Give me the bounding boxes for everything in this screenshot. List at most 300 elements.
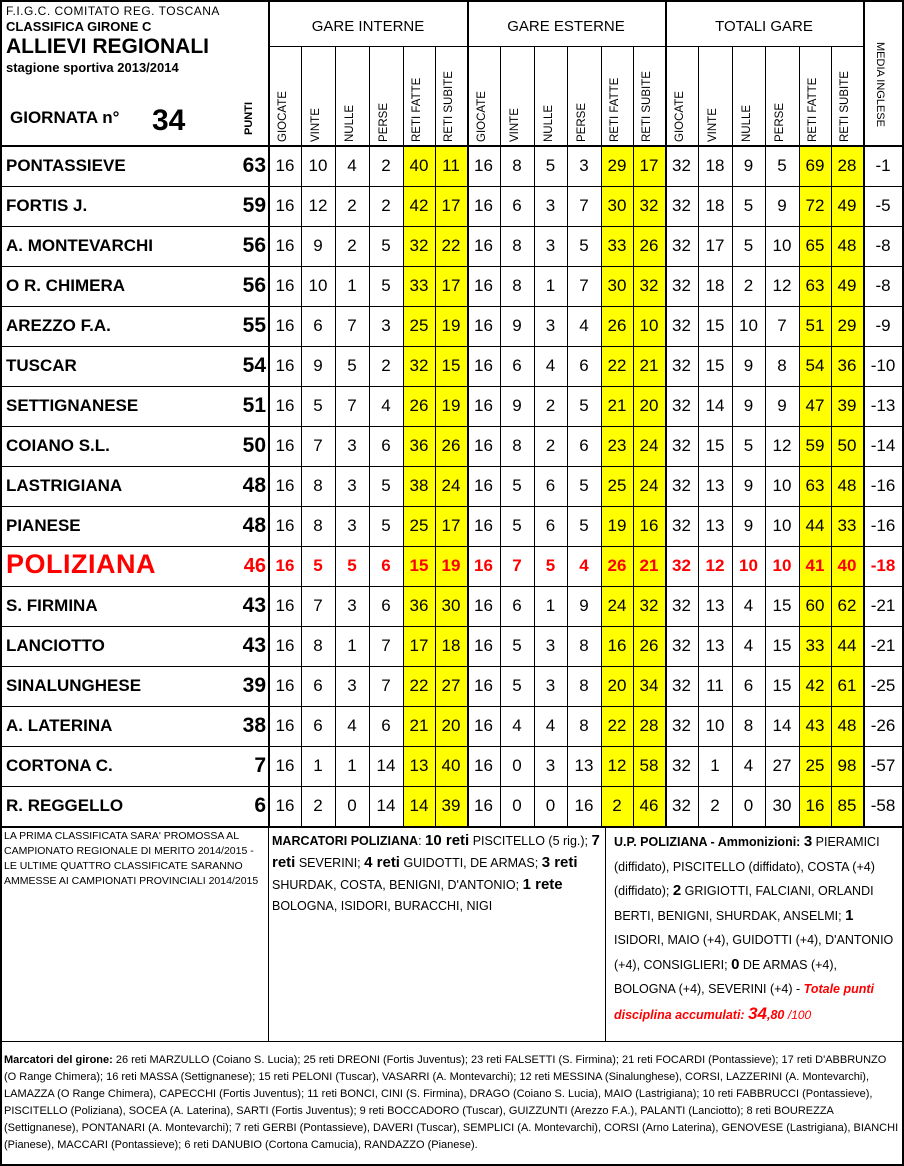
stat-cell: 32 — [672, 516, 691, 535]
stat-cell: 16 — [805, 796, 825, 815]
row-divider — [0, 386, 904, 387]
stat-cell: 3 — [545, 316, 556, 335]
stat-cell: 16 — [275, 796, 295, 815]
stat-cell: 16 — [474, 236, 493, 255]
subheader-esterne-4: RETI FATTE — [609, 77, 621, 142]
stat-cell: 6 — [313, 716, 323, 735]
team-points: 56 — [242, 274, 266, 297]
stat-cell: 16 — [275, 196, 295, 215]
discipline-total-label: Totale punti disciplina accumulati: — [614, 982, 875, 1022]
stat-cell: 16 — [639, 516, 659, 535]
stat-cell: 8 — [313, 476, 323, 495]
stat-cell: 8 — [579, 636, 589, 655]
table-row — [0, 787, 904, 827]
stat-cell: 24 — [639, 436, 659, 455]
stat-cell: 3 — [347, 676, 357, 695]
team-points: 48 — [242, 514, 266, 537]
stat-cell: 69 — [805, 156, 825, 175]
stat-cell: 6 — [381, 716, 391, 735]
subheader-esterne-2: NULLE — [542, 104, 555, 142]
stat-cell: 28 — [639, 716, 659, 735]
stat-cell: 5 — [347, 556, 357, 575]
stat-cell: 2 — [347, 196, 357, 215]
team-points: 6 — [254, 794, 266, 817]
stat-cell: 5 — [579, 476, 589, 495]
stat-cell: 5 — [512, 676, 522, 695]
stat-cell: 32 — [672, 676, 691, 695]
media-inglese-header: MEDIA INGLESE — [874, 42, 886, 127]
stat-cell: 16 — [275, 436, 295, 455]
stat-cell: 61 — [837, 676, 857, 695]
team-name: A. MONTEVARCHI — [6, 236, 154, 255]
team-points: 51 — [242, 394, 266, 417]
table-row — [0, 747, 904, 787]
stat-cell: 17 — [441, 516, 461, 535]
media-inglese-cell: -9 — [875, 316, 891, 335]
stat-cell: 6 — [313, 676, 323, 695]
stat-cell: 5 — [743, 236, 754, 255]
media-inglese-cell: -21 — [870, 636, 896, 655]
stat-cell: 26 — [639, 236, 659, 255]
stat-cell: 65 — [805, 236, 825, 255]
row-divider — [0, 706, 904, 707]
group-title-esterne: GARE ESTERNE — [507, 18, 625, 35]
warning-count: 1 — [845, 906, 854, 924]
stat-cell: 15 — [441, 356, 461, 375]
stat-cell: 6 — [313, 316, 323, 335]
scorer-names: SHURDAK, COSTA, BENIGNI, D'ANTONIO; — [272, 878, 520, 892]
media-inglese-cell: -10 — [870, 356, 896, 375]
stat-cell: 2 — [710, 796, 720, 815]
team-points: 39 — [242, 674, 266, 697]
media-inglese-cell: -57 — [870, 756, 896, 775]
stat-cell: 7 — [777, 316, 787, 335]
stat-cell: 20 — [607, 676, 627, 695]
stat-cell: 5 — [313, 556, 323, 575]
team-points: 46 — [243, 555, 266, 577]
stat-cell: 2 — [313, 796, 323, 815]
stat-cell: 29 — [837, 316, 857, 335]
stat-cell: 22 — [607, 356, 627, 375]
stat-cell: 72 — [805, 196, 825, 215]
stat-cell: 32 — [672, 196, 691, 215]
stat-cell: 4 — [347, 716, 357, 735]
table-row — [0, 427, 904, 467]
stat-cell: 3 — [545, 676, 556, 695]
stat-cell: 5 — [512, 516, 522, 535]
stat-cell: 33 — [607, 236, 627, 255]
stat-cell: 16 — [275, 556, 295, 575]
stat-cell: 6 — [545, 516, 556, 535]
stat-cell: 4 — [743, 636, 754, 655]
stat-cell: 4 — [579, 316, 589, 335]
stat-cell: 2 — [347, 236, 357, 255]
stat-cell: 51 — [805, 316, 825, 335]
stat-cell: 0 — [545, 796, 556, 815]
stat-cell: 6 — [381, 436, 391, 455]
up-title: U.P. POLIZIANA - Ammonizioni: — [614, 835, 801, 849]
media-inglese-cell: -1 — [875, 156, 891, 175]
stat-cell: 49 — [837, 196, 857, 215]
competition-info — [6, 4, 236, 75]
stat-cell: 63 — [805, 476, 825, 495]
stat-cell: 1 — [347, 276, 357, 295]
stat-cell: 32 — [672, 716, 691, 735]
discipline-total-decimal: ,80 — [767, 1007, 785, 1022]
stat-cell: 15 — [772, 596, 792, 615]
stat-cell: 9 — [743, 476, 754, 495]
stat-cell: 6 — [545, 476, 556, 495]
stat-cell: 14 — [376, 796, 396, 815]
stat-cell: 13 — [705, 596, 725, 615]
stat-cell: 1 — [545, 276, 556, 295]
stat-cell: 16 — [474, 316, 493, 335]
team-points: 56 — [242, 234, 266, 257]
stat-cell: 11 — [442, 156, 460, 175]
stat-cell: 9 — [512, 316, 522, 335]
stat-cell: 7 — [347, 396, 357, 415]
stat-cell: 26 — [409, 396, 429, 415]
marcatori-title: MARCATORI POLIZIANA — [272, 834, 419, 848]
stat-cell: 33 — [837, 516, 857, 535]
row-divider — [0, 746, 904, 747]
stat-cell: 3 — [381, 316, 391, 335]
stat-cell: 14 — [705, 396, 725, 415]
giornata-number: 34 — [152, 104, 186, 137]
note-line: LA PRIMA CLASSIFICATA SARA' PROMOSSA AL — [4, 830, 240, 842]
table-row — [0, 627, 904, 667]
stat-cell: 7 — [313, 436, 323, 455]
team-name: S. FIRMINA — [6, 596, 98, 615]
stat-cell: 12 — [705, 556, 725, 575]
team-points: 59 — [242, 194, 266, 217]
stat-cell: 11 — [706, 676, 724, 695]
subheader-totali-3: PERSE — [774, 103, 786, 142]
stat-cell: 32 — [672, 756, 691, 775]
stat-cell: 25 — [805, 756, 825, 775]
team-points: 54 — [242, 354, 266, 377]
stat-cell: 4 — [579, 556, 589, 575]
stat-cell: 32 — [672, 156, 691, 175]
table-row — [0, 227, 904, 267]
stat-cell: 42 — [805, 676, 825, 695]
scorer-count: 1 rete — [522, 876, 563, 893]
group-title-interne: GARE INTERNE — [311, 18, 425, 35]
stat-cell: 1 — [313, 756, 323, 775]
stat-cell: 10 — [772, 556, 792, 575]
stat-cell: 16 — [474, 436, 493, 455]
stat-cell: 21 — [607, 396, 627, 415]
team-name: O R. CHIMERA — [6, 276, 125, 295]
stat-cell: 5 — [743, 196, 754, 215]
stat-cell: 10 — [772, 476, 792, 495]
stat-cell: 3 — [545, 636, 556, 655]
stat-cell: 54 — [805, 356, 825, 375]
table-row — [0, 587, 904, 627]
stat-cell: 60 — [805, 596, 825, 615]
stat-cell: 33 — [805, 636, 825, 655]
stat-cell: 16 — [474, 556, 493, 575]
stat-cell: 26 — [607, 316, 627, 335]
subheader-esterne-3: PERSE — [576, 103, 588, 142]
stat-cell: 22 — [441, 236, 461, 255]
warning-names: DE ARMAS (+4), BOLOGNA (+4), SEVERINI (+4) - — [614, 957, 838, 996]
stat-cell: 18 — [705, 276, 725, 295]
stat-cell: 26 — [639, 636, 659, 655]
stat-cell: 8 — [579, 676, 589, 695]
stat-cell: 4 — [743, 596, 754, 615]
stat-cell: 2 — [743, 276, 754, 295]
stat-cell: 16 — [275, 756, 295, 775]
stat-cell: 32 — [639, 276, 659, 295]
stat-cell: 40 — [441, 756, 461, 775]
stat-cell: 6 — [381, 556, 391, 575]
stat-cell: 16 — [574, 796, 594, 815]
notes-col-line — [605, 827, 606, 1042]
stat-cell: 5 — [381, 276, 391, 295]
stat-cell: 28 — [837, 156, 857, 175]
stat-cell: 42 — [409, 196, 429, 215]
row-divider — [0, 266, 904, 267]
row-divider — [0, 506, 904, 507]
stat-cell: 44 — [805, 516, 825, 535]
stat-cell: 2 — [545, 396, 556, 415]
stat-cell: 58 — [639, 756, 659, 775]
stat-cell: 5 — [381, 476, 391, 495]
team-name: R. REGGELLO — [6, 796, 124, 815]
team-name: A. LATERINA — [6, 716, 113, 735]
stat-cell: 17 — [639, 156, 659, 175]
stat-cell: 48 — [837, 236, 857, 255]
subheader-totali-2: NULLE — [740, 104, 753, 142]
stat-cell: 16 — [474, 476, 493, 495]
stat-cell: 32 — [639, 196, 659, 215]
row-divider — [0, 626, 904, 627]
warning-count: 2 — [672, 882, 682, 899]
stat-cell: 32 — [672, 396, 691, 415]
stat-cell: 6 — [579, 436, 589, 455]
media-inglese-cell: -16 — [870, 476, 896, 495]
row-divider — [0, 586, 904, 587]
stat-cell: 85 — [837, 796, 857, 815]
stat-cell: 7 — [347, 316, 357, 335]
stat-cell: 2 — [612, 796, 622, 815]
stat-cell: 8 — [512, 276, 522, 295]
stat-cell: 30 — [607, 196, 627, 215]
stat-cell: 5 — [512, 636, 522, 655]
scorer-count: 3 reti — [541, 854, 578, 871]
stat-cell: 18 — [705, 156, 725, 175]
subheader-interne-4: RETI FATTE — [411, 77, 423, 142]
stat-cell: 16 — [474, 516, 493, 535]
warning-count: 0 — [731, 955, 740, 973]
subheader-esterne-0: GIOCATE — [475, 91, 488, 142]
stat-cell: 41 — [805, 556, 825, 575]
stat-cell: 8 — [512, 156, 522, 175]
stat-cell: 43 — [805, 716, 825, 735]
scorer-names: PISCITELLO (5 rig.); — [469, 834, 588, 848]
stat-cell: 16 — [275, 356, 295, 375]
team-points: 43 — [242, 634, 266, 657]
media-inglese-cell: -14 — [870, 436, 896, 455]
stat-cell: 10 — [308, 156, 328, 175]
row-divider — [0, 666, 904, 667]
team-name: LASTRIGIANA — [6, 476, 123, 495]
stat-cell: 30 — [772, 796, 792, 815]
stat-cell: 16 — [275, 596, 295, 615]
subheader-interne-5: RETI SUBITE — [443, 71, 455, 142]
media-inglese-cell: -8 — [875, 236, 891, 255]
stat-cell: 32 — [672, 316, 691, 335]
stat-cell: 4 — [347, 156, 357, 175]
scorer-count: 10 reti — [425, 832, 470, 849]
stat-cell: 8 — [777, 356, 787, 375]
stat-cell: 9 — [512, 396, 522, 415]
marcatori-girone — [4, 1052, 900, 1154]
stat-cell: 7 — [512, 556, 522, 575]
stat-cell: 5 — [545, 556, 556, 575]
media-inglese-cell: -21 — [870, 596, 896, 615]
stat-cell: 47 — [805, 396, 825, 415]
stat-cell: 9 — [743, 156, 754, 175]
stat-cell: 2 — [381, 356, 391, 375]
stat-cell: 8 — [579, 716, 589, 735]
stat-cell: 16 — [474, 596, 493, 615]
subheader-esterne-5: RETI SUBITE — [641, 71, 653, 142]
punti-header: PUNTI — [243, 102, 255, 135]
stat-cell: 16 — [474, 716, 493, 735]
stat-cell: 6 — [743, 676, 754, 695]
stat-cell: 16 — [474, 756, 493, 775]
stat-cell: 10 — [739, 556, 758, 575]
stat-cell: 5 — [347, 356, 357, 375]
stat-cell: 8 — [313, 636, 323, 655]
stat-cell: 2 — [381, 196, 391, 215]
stat-cell: 24 — [441, 476, 461, 495]
stat-cell: 22 — [607, 716, 627, 735]
stat-cell: 32 — [672, 436, 691, 455]
girone-label: Marcatori del girone: — [4, 1054, 113, 1066]
table-row — [0, 347, 904, 387]
team-name: CORTONA C. — [6, 756, 113, 775]
team-points: 43 — [242, 594, 266, 617]
team-name: SINALUNGHESE — [6, 676, 142, 695]
stat-cell: 5 — [579, 396, 589, 415]
stat-cell: 36 — [837, 356, 857, 375]
stat-cell: 1 — [710, 756, 720, 775]
stat-cell: 7 — [313, 596, 323, 615]
stat-cell: 16 — [474, 396, 493, 415]
group-label: CLASSIFICA GIRONE C — [6, 19, 152, 34]
media-inglese-cell: -16 — [870, 516, 896, 535]
stat-cell: 5 — [579, 236, 589, 255]
stat-cell: 4 — [743, 756, 754, 775]
stat-cell: 36 — [409, 596, 429, 615]
group-title-divider — [269, 46, 863, 47]
stat-cell: 32 — [409, 236, 429, 255]
stat-cell: 17 — [441, 276, 461, 295]
stat-cell: 3 — [347, 596, 357, 615]
stat-cell: 46 — [639, 796, 659, 815]
stat-cell: 16 — [275, 396, 295, 415]
team-points: 55 — [242, 314, 266, 337]
team-name: PONTASSIEVE — [6, 156, 126, 175]
notes-col-line — [268, 827, 269, 1042]
stat-cell: 12 — [308, 196, 328, 215]
warning-names: PIERAMICI (diffidato), PISCITELLO (diffidato), COSTA (+4) (diffidato); — [614, 835, 880, 898]
stat-cell: 10 — [739, 316, 758, 335]
stat-cell: 3 — [545, 236, 556, 255]
stat-cell: 25 — [409, 516, 429, 535]
team-name: SETTIGNANESE — [6, 396, 139, 415]
stat-cell: 34 — [639, 676, 659, 695]
stat-cell: 5 — [777, 156, 787, 175]
stat-cell: 16 — [474, 196, 493, 215]
stat-cell: 5 — [743, 436, 754, 455]
federation-label: F.I.G.C. COMITATO REG. TOSCANA — [6, 4, 220, 18]
stat-cell: 32 — [672, 276, 691, 295]
subheader-totali-1: VINTE — [707, 108, 719, 142]
subheader-interne-0: GIOCATE — [277, 91, 289, 142]
stat-cell: 13 — [705, 476, 725, 495]
top-border — [0, 0, 904, 2]
stat-cell: 9 — [777, 396, 787, 415]
promotion-note — [4, 829, 266, 889]
stat-cell: 16 — [275, 636, 295, 655]
stat-cell: 16 — [275, 716, 295, 735]
stat-cell: 4 — [545, 716, 556, 735]
stat-cell: 36 — [409, 436, 429, 455]
subheader-esterne-1: VINTE — [509, 108, 521, 142]
note-line: LE ULTIME QUATTRO CLASSIFICATE SARANNO — [4, 860, 243, 872]
note-line: CAMPIONATO REGIONALE DI MERITO 2014/2015 - — [4, 845, 254, 857]
stat-cell: 3 — [347, 476, 357, 495]
stat-cell: 18 — [705, 196, 725, 215]
stat-cell: 3 — [347, 436, 357, 455]
group-title-totali: TOTALI GARE — [715, 18, 813, 35]
stat-cell: 98 — [837, 756, 857, 775]
stat-cell: 0 — [743, 796, 754, 815]
girone-text: 26 reti MARZULLO (Coiano S. Lucia); 25 reti DREONI (Fortis Juventus); 23 reti FALSETTI (S. Firmina); 21 reti FOCARDI (Pontassieve); 17 reti D'ABBRUNZO (O Range Chimera); 16 reti MASSA (Settignanese); 15 reti PELONI (Tuscar), VASARRI (A. Montevarchi); 12 reti MESSINA (Sinalunghese), CORSI, LAZZERINI (A. Montevarchi), LAMAZZA (O Range Chimera), CAPECCHI (Fortis Juventus); 11 reti BONCI, CINI (S. Firmina), DRAGO (Coiano S. Lucia), MAIO (Lastrigiana); 10 reti FABBRUCCI (Pontassieve), PISCITELLO (Poliziana), SOCEA (A. Laterina), SARTI (Fortis Juventus); 9 reti BOCCADORO (Tuscar), GUIZZUNTI (Arezzo F.A.), PALANTI (Lanciotto); 8 reti BOUREZZA (Settignanese), PONTANARI (A. Montevarchi); 7 reti GERBI (Pontassieve), DAVERI (Tuscar), SEMPLICI (A. Montevarchi), CORSI (Arno Laterina), GENOVESE (Lastrigiana), BIANCHI (Pianese), MACCARI (Pontassieve); 6 reti DANUBIO (Cortona Camucia), RANDAZZO (Pianese). — [4, 1054, 899, 1151]
stat-cell: 3 — [545, 196, 556, 215]
stat-cell: 17 — [705, 236, 725, 255]
stat-cell: 6 — [512, 596, 522, 615]
stat-cell: 32 — [672, 596, 691, 615]
stat-cell: 1 — [347, 636, 357, 655]
stat-cell: 63 — [805, 276, 825, 295]
stat-cell: 14 — [376, 756, 396, 775]
warning-count: 3 — [803, 833, 813, 850]
stat-cell: 27 — [441, 676, 461, 695]
stat-cell: 48 — [837, 716, 857, 735]
stat-cell: 3 — [545, 756, 556, 775]
stat-cell: 15 — [705, 356, 725, 375]
stat-cell: 14 — [772, 716, 792, 735]
stat-cell: 16 — [474, 636, 493, 655]
media-inglese-cell: -58 — [870, 796, 896, 815]
media-inglese-cell: -5 — [875, 196, 891, 215]
stat-cell: 6 — [579, 356, 589, 375]
stat-cell: 19 — [441, 396, 461, 415]
stat-cell: 25 — [607, 476, 627, 495]
stat-cell: 39 — [837, 396, 857, 415]
stat-cell: 17 — [441, 196, 461, 215]
table-row — [0, 507, 904, 547]
stat-cell: 16 — [275, 676, 295, 695]
stat-cell: 7 — [579, 196, 589, 215]
stat-cell: 6 — [512, 196, 522, 215]
stat-cell: 2 — [545, 436, 556, 455]
